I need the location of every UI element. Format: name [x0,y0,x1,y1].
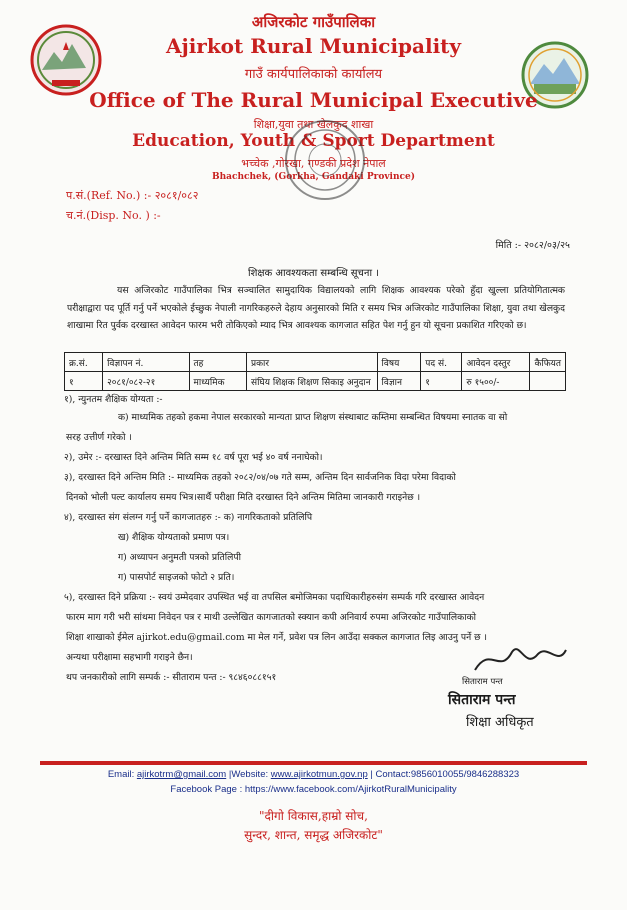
table-cell: रु १५००/- [462,372,530,391]
header-address-english: Bhachchek, (Gorkha, Gandaki Province) [212,172,415,182]
footer-slogan-line2: सुन्दर, शान्त, समृद्ध अजिरकोट" [244,828,383,842]
section-qualification-a: क) माध्यमिक तहको हकमा नेपाल सरकारको मान्यता प्राप्त शिक्षण संस्थाबाट कम्तिमा सम्बन्धित विषयमा स्नातक वा सो [118,412,508,423]
header-address-nepali: भच्चेक ,गोरखा, गण्डकी प्रदेश नेपाल [241,157,386,170]
vacancy-table [64,352,566,391]
header-department-english: Education, Youth & Sport Department [132,131,495,151]
signature-name: सिताराम पन्त [448,692,516,708]
table-row [65,372,566,391]
footer-divider [40,761,587,765]
section-age: २), उमेर :- दरखास्त दिने अन्तिम मिति सम्म १८ वर्ष पूरा भई ४० वर्ष ननाघेको। [64,452,323,463]
footer-contact-line [0,769,627,780]
table-header-cell: क्र.सं. [65,353,103,372]
header-municipality-english: Ajirkot Rural Municipality [165,34,462,58]
reference-number: प.सं.(Ref. No.) :- २०८१/०८२ [66,189,199,202]
table-header-cell: विषय [377,353,421,372]
section-process-c: शिक्षा शाखाको ईमेल ajirkot.edu@gmail.com मा मेल गर्ने, प्रवेश पत्र लिन आउँदा सक्कल कागजात लिइ आउनु पर्ने छ । [66,632,487,643]
table-cell: १ [65,372,103,391]
section-documents-b: ख) शैक्षिक योग्यताको प्रमाण पत्र। [118,532,230,543]
signature-name-small: सिताराम पन्त [462,677,503,687]
footer-email-link[interactable]: ajirkotrm@gmail.com [136,769,227,780]
section-qualification-b: सरह उत्तीर्ण गरेको । [66,432,132,443]
footer-phone: | Contact:9856010055/9846288323 [367,769,520,780]
section-deadline-a: ३), दरखास्त दिने अन्तिम मिति :- माध्यमिक तहको २०८२/०४/०७ गते सम्म, अन्तिम दिन सार्वजनिक विदा परेमा विदाको [64,472,456,483]
table-header-cell: प्रकार [247,353,378,372]
signature-title: शिक्षा अधिकृत [466,715,534,730]
header-department-nepali: शिक्षा,युवा तथा खेलकुद शाखा [253,118,374,131]
footer-slogan-line1: "दीगो विकास,हाम्रो सोच, [259,809,368,823]
section-process-a: ५), दरखास्त दिने प्रक्रिया :- स्वयं उम्मेदवार उपस्थित भई वा तपसिल बमोजिमका पदाधिकारीहरुसंग सम्पर्क गरि दरखास्त आवेदन [64,592,485,603]
section-qualification-heading: १), न्युनतम शैक्षिक योग्यता :- [64,394,163,405]
section-deadline-b: दिनको भोली पल्ट कार्यालय समय भित्र।सार्थै परीक्षा मिति दरखास्त दिने अन्तिम मितिमा जानकारी गराइनेछ । [66,492,421,503]
table-header-row [65,353,566,372]
section-documents-c: ग) अध्यापन अनुमती पत्रको प्रतिलिपी [118,552,241,563]
header-municipality-nepali: अजिरकोट गाउँपालिका [251,13,376,31]
table-header-cell: पद सं. [421,353,462,372]
notice-intro-paragraph: यस अजिरकोट गाउँपालिका भित्र सञ्चालित सामुदायिक विद्यालयको लागि शिक्षक आवश्यक परेको हुँदा खुल्ला प्रतियोगितात्मक परीक्षाद्वारा पद पूर्ति गर्नु पर्ने भएकोले ईच्छुक नेपाली नागरिकहरुले देहाय अनुसारको मिति र समय भित्र अजिरकोट गाउँपालिका शिक्षा, युवा तथा खेलकुद शाखामा रित पुर्वक दरखास्त आवेदन फारम भरी तोकिएको म्याद भित्र आवश्यक कागजात सहित पेश गर्नु हुन यो सूचना प्रकाशित गरिएको छ। [67,285,565,331]
table-cell: १ [421,372,462,391]
notice-title: शिक्षक आवश्यकता सम्बन्धि सूचना । [247,268,380,279]
table-cell: माध्यमिक [189,372,246,391]
footer-website-label: |Website: [226,769,271,780]
section-documents: ४), दरखास्त संग संलग्न गर्नु पर्ने कागजातहरु :- क) नागरिकताको प्रतिलिपि [64,512,313,523]
header-office-nepali: गाउँ कार्यपालिकाको कार्यालय [244,67,383,82]
table-header-cell: कैफियत [530,353,566,372]
section-process-b: फारम माग गरी भरी सांथमा निवेदन पत्र र माथी उल्लेखित कागजातको स्क्यान कपी अनिवार्य रुपमा अजिरकोट गाउँपालिकाको [66,612,477,623]
section-process-d: अन्यथा परीक्षामा सहभागी गराइने छैन। [66,652,193,663]
notice-date: मिति :- २०८२/०३/२५ [495,240,570,251]
table-cell: विज्ञान [377,372,421,391]
table-header-cell: तह [189,353,246,372]
table-cell: २०८१/०८२-२१ [103,372,189,391]
table-header-cell: आवेदन दस्तुर [462,353,530,372]
footer-email-label: Email: [107,769,137,780]
dispatch-number: च.नं.(Disp. No. ) :- [66,209,161,222]
footer-facebook[interactable]: Facebook Page : https://www.facebook.com/AjirkotRuralMunicipality [170,784,457,795]
table-cell [530,372,566,391]
table-header-cell: विज्ञापन नं. [103,353,189,372]
footer-website-link[interactable]: www.ajirkotmun.gov.np [270,769,368,780]
office-seal-stamp [285,120,365,200]
header-office-english: Office of The Rural Municipal Executive [89,88,538,112]
table-cell: संघिय शिक्षक शिक्षण सिकाइ अनुदान [247,372,378,391]
contact-line: थप जनकारीको लागि सम्पर्क :- सीताराम पन्त :- ९८४६०८८१५१ [66,672,277,683]
section-documents-d: ग) पासपोर्ट साइजको फोटो २ प्रति। [118,572,235,583]
